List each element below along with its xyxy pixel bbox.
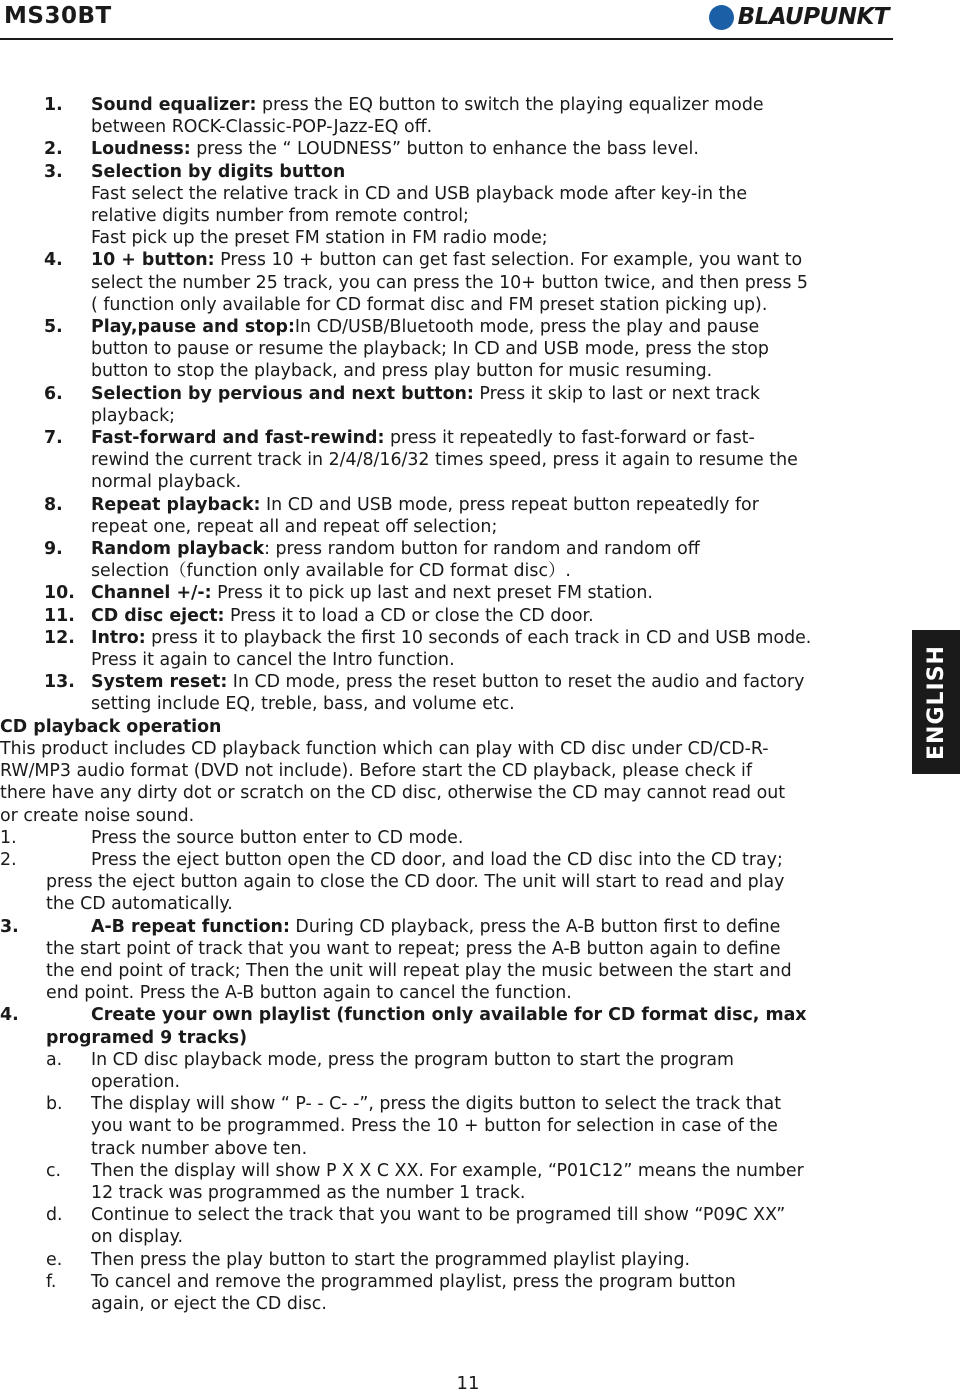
item-title: Selection by digits button: [91, 161, 346, 182]
item-text: Then press the play button to start the programmed playlist playing.: [91, 1249, 691, 1270]
item-title: programed 9 tracks): [46, 1027, 248, 1048]
item-text: playback;: [91, 405, 176, 426]
item-text: the CD automatically.: [46, 894, 233, 915]
list-item: [0, 494, 905, 538]
list-item: [0, 383, 905, 427]
cd-steps: [0, 827, 905, 1315]
item-text: button to stop the playback, and press play button for music resuming.: [91, 361, 713, 382]
language-label: ENGLISH: [923, 644, 949, 760]
item-title: Play,pause and stop:: [91, 317, 295, 338]
item-text: press it repeatedly to fast-forward or fast-: [384, 428, 755, 449]
item-text: Continue to select the track that you want to be programed till show “P09C XX”: [91, 1205, 786, 1226]
sub-item: [0, 1160, 905, 1204]
list-item: [0, 316, 905, 383]
item-text: Press it skip to last or next track: [473, 383, 760, 404]
item-text: press it to playback the first 10 seconds of each track in CD and USB mode.: [145, 627, 812, 648]
item-number: 9.: [44, 539, 63, 560]
item-text: In CD/USB/Bluetooth mode, press the play and pause: [294, 317, 760, 338]
intro-line: or create noise sound.: [0, 805, 195, 826]
item-number: 4.: [44, 250, 63, 271]
manual-content: [0, 94, 905, 1315]
sub-item: [0, 1249, 905, 1271]
item-text: selection（function only available for CD format disc）.: [91, 561, 571, 582]
item-number: 7.: [44, 428, 63, 449]
list-item: [0, 538, 905, 582]
intro-line: RW/MP3 audio format (DVD not include). Before start the CD playback, please check if: [0, 761, 752, 782]
item-number: 2.: [0, 849, 17, 870]
list-item: [0, 849, 905, 916]
section-intro: [0, 738, 905, 827]
item-text: Fast select the relative track in CD and USB playback mode after key-in the: [91, 183, 748, 204]
item-title: Repeat playback:: [91, 494, 261, 515]
item-text: end point. Press the A-B button again to cancel the function.: [46, 983, 572, 1004]
item-number: 4.: [0, 1005, 19, 1026]
function-list: [0, 94, 905, 716]
sub-item-letter: f.: [46, 1271, 57, 1292]
sub-item-letter: c.: [46, 1160, 62, 1181]
item-number: 3.: [0, 916, 19, 937]
item-text: press the EQ button to switch the playing equalizer mode: [256, 95, 764, 115]
item-title: System reset:: [91, 672, 228, 693]
item-title: Random playback: [91, 539, 265, 560]
item-text: Press it to pick up last and next preset FM station.: [211, 583, 653, 604]
item-text: Then the display will show P X X C XX. For example, “P01C12” means the number: [91, 1160, 804, 1181]
item-title: CD disc eject:: [91, 605, 225, 626]
item-text: In CD and USB mode, press repeat button repeatedly for: [260, 494, 759, 515]
item-text: track number above ten.: [91, 1138, 308, 1159]
list-item: [0, 94, 905, 138]
item-text: you want to be programmed. Press the 10 + button for selection in case of the: [91, 1116, 778, 1137]
list-item: [0, 582, 905, 604]
item-text: relative digits number from remote control;: [91, 206, 469, 227]
item-text: Press it to load a CD or close the CD door.: [224, 605, 594, 626]
item-text: rewind the current track in 2/4/8/16/32 times speed, press it again to resume the: [91, 450, 798, 471]
item-title: 10 + button:: [91, 250, 215, 271]
sub-item-letter: e.: [46, 1249, 63, 1270]
sub-item-letter: b.: [46, 1094, 63, 1115]
item-text: Fast pick up the preset FM station in FM radio mode;: [91, 228, 548, 249]
list-item: [0, 605, 905, 627]
item-number: 2.: [44, 139, 63, 160]
item-text: : press random button for random and random off: [264, 539, 700, 560]
item-number: 1.: [0, 827, 17, 848]
sub-item-letter: a.: [46, 1049, 63, 1070]
item-text: In CD mode, press the reset button to reset the audio and factory: [227, 672, 805, 693]
item-number: 6.: [44, 383, 63, 404]
item-text: on display.: [91, 1227, 183, 1248]
list-item: [0, 249, 905, 316]
intro-line: This product includes CD playback function which can play with CD disc under CD/CD-R-: [0, 738, 769, 759]
model-name: MS30BT: [4, 3, 112, 29]
item-text: repeat one, repeat all and repeat off selection;: [91, 516, 498, 537]
item-text: the end point of track; Then the unit will repeat play the music between the start and: [46, 960, 792, 981]
item-text: setting include EQ, treble, bass, and volume etc.: [91, 694, 515, 715]
item-text: press the eject button again to close the CD door. The unit will start to read and play: [46, 872, 785, 893]
sub-item: [0, 1204, 905, 1248]
item-text: Press the eject button open the CD door, and load the CD disc into the CD tray;: [91, 849, 783, 870]
intro-line: there have any dirty dot or scratch on the CD disc, otherwise the CD may cannot read out: [0, 783, 786, 804]
item-number: 12.: [44, 627, 75, 648]
item-text: To cancel and remove the programmed playlist, press the program button: [91, 1271, 736, 1292]
language-tab: [912, 630, 960, 774]
brand-logo: [709, 3, 889, 31]
item-title: A-B repeat function:: [91, 916, 290, 937]
item-text: ( function only available for CD format disc and FM preset station picking up).: [91, 294, 768, 315]
item-text: Press it again to cancel the Intro function.: [91, 650, 455, 671]
item-number: 3.: [44, 161, 63, 182]
item-title: Selection by pervious and next button:: [91, 383, 474, 404]
item-number: 8.: [44, 494, 63, 515]
sub-item: [0, 1093, 905, 1160]
page-header: [0, 0, 893, 40]
item-number: 5.: [44, 317, 63, 338]
list-item: [0, 138, 905, 160]
list-item: [0, 671, 905, 715]
item-text: between ROCK-Classic-POP-Jazz-EQ off.: [91, 117, 433, 138]
list-item: [0, 827, 905, 849]
list-item: [0, 427, 905, 494]
item-text: button to pause or resume the playback; In CD and USB mode, press the stop: [91, 339, 769, 360]
item-text: The display will show “ P- - C- -”, press the digits button to select the track that: [91, 1094, 782, 1115]
item-text: In CD disc playback mode, press the program button to start the program: [91, 1049, 735, 1070]
section-title: CD playback operation: [0, 716, 222, 737]
item-text: During CD playback, press the A-B button first to define: [289, 916, 781, 937]
item-text: operation.: [91, 1071, 181, 1092]
item-title: Channel +/-:: [91, 583, 212, 604]
item-text: again, or eject the CD disc.: [91, 1293, 327, 1314]
item-text: 12 track was programmed as the number 1 track.: [91, 1182, 526, 1203]
item-number: 10.: [44, 583, 75, 604]
brand-dot-icon: [709, 5, 734, 30]
list-item: [0, 1004, 905, 1048]
item-text: press the “ LOUDNESS” button to enhance the bass level.: [190, 139, 699, 160]
list-item: [0, 627, 905, 671]
sub-item: [0, 1049, 905, 1093]
item-text: Press 10 + button can get fast selection. For example, you want to: [214, 250, 803, 271]
item-text: Press the source button enter to CD mode.: [91, 827, 464, 848]
item-number: 1.: [44, 95, 63, 115]
item-text: normal playback.: [91, 472, 242, 493]
page-number: 11: [456, 1373, 480, 1394]
list-item: [0, 161, 905, 250]
item-number: 13.: [44, 672, 75, 693]
sub-item-letter: d.: [46, 1205, 63, 1226]
item-title: Intro:: [91, 627, 146, 648]
item-title: Sound equalizer:: [91, 95, 257, 115]
item-title: Create your own playlist (function only available for CD format disc, max: [91, 1005, 807, 1026]
item-title: Fast-forward and fast-rewind:: [91, 428, 385, 449]
item-text: the start point of track that you want to repeat; press the A-B button again to define: [46, 938, 781, 959]
brand-name: BLAUPUNKT: [737, 4, 889, 30]
item-text: select the number 25 track, you can press the 10+ button twice, and then press 5: [91, 272, 808, 293]
sub-item: [0, 1271, 905, 1315]
item-number: 11.: [44, 605, 75, 626]
list-item: [0, 916, 905, 1005]
item-title: Loudness:: [91, 139, 191, 160]
